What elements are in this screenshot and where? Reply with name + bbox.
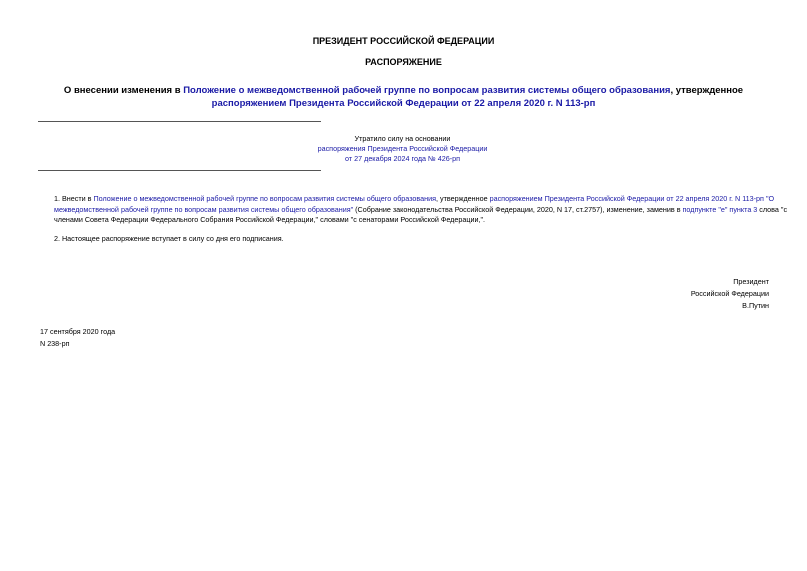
paragraph-2: 2. Настоящее распоряжение вступает в силу со дня его подписания. (54, 234, 284, 243)
p1-link-order-title[interactable]: "О межведомственной рабочей группе по вопросам развития системы общего образования" (54, 194, 775, 214)
signature-country: Российской Федерации (690, 289, 769, 298)
repeal-note-line1: Утратило силу на основании (354, 134, 451, 143)
footer-block (40, 326, 115, 350)
document-type: РАСПОРЯЖЕНИЕ (365, 57, 442, 67)
p1-link-subclause[interactable]: подпункте "е" пункта 3 (682, 204, 758, 214)
title-prefix: О внесении изменения в (63, 85, 184, 96)
document-number: N 238-рп (40, 339, 70, 348)
repeal-note-date-link[interactable]: от 27 декабря 2024 года № 426-рп (345, 154, 460, 163)
document-authority: ПРЕЗИДЕНТ РОССИЙСКОЙ ФЕДЕРАЦИИ (312, 36, 495, 46)
document-date: 17 сентября 2020 года (40, 327, 116, 336)
p1-link-order[interactable]: распоряжением Президента Российской Федерации от 22 апреля 2020 г. N 113-рп (489, 194, 764, 203)
signature-name: В.Путин (742, 301, 769, 310)
p1-text3: слова "с членами Совета Федерации Федерального Собрания Российской Федерации," словами "с сенаторами Российской Федерации,". (54, 204, 788, 224)
p1-text1: , утвержденное (436, 194, 490, 203)
p1-prefix: 1. Внести в (54, 194, 94, 203)
paragraph-1 (40, 194, 789, 226)
signature-title: Президент (733, 277, 769, 286)
title-middle: , утвержденное (670, 85, 744, 96)
title-link-order[interactable]: распоряжением Президента Российской Федерации от 22 апреля 2020 г. N 113-рп (211, 98, 596, 109)
repeal-note (300, 134, 505, 164)
divider-bottom (38, 170, 321, 171)
divider-top (38, 121, 321, 122)
signature-block (619, 276, 769, 312)
repeal-note-link[interactable]: распоряжения Президента Российской Федерации (317, 144, 488, 153)
title-link-regulation[interactable]: Положение о межведомственной рабочей группе по вопросам развития системы общего образования (183, 85, 671, 96)
p1-text2: (Собрание законодательства Российской Федерации, 2020, N 17, ст.2757), изменение, заменив в (353, 204, 683, 214)
p1-link-regulation[interactable]: Положение о межведомственной рабочей группе по вопросам развития системы общего образования (93, 194, 437, 203)
document-title (40, 84, 767, 110)
